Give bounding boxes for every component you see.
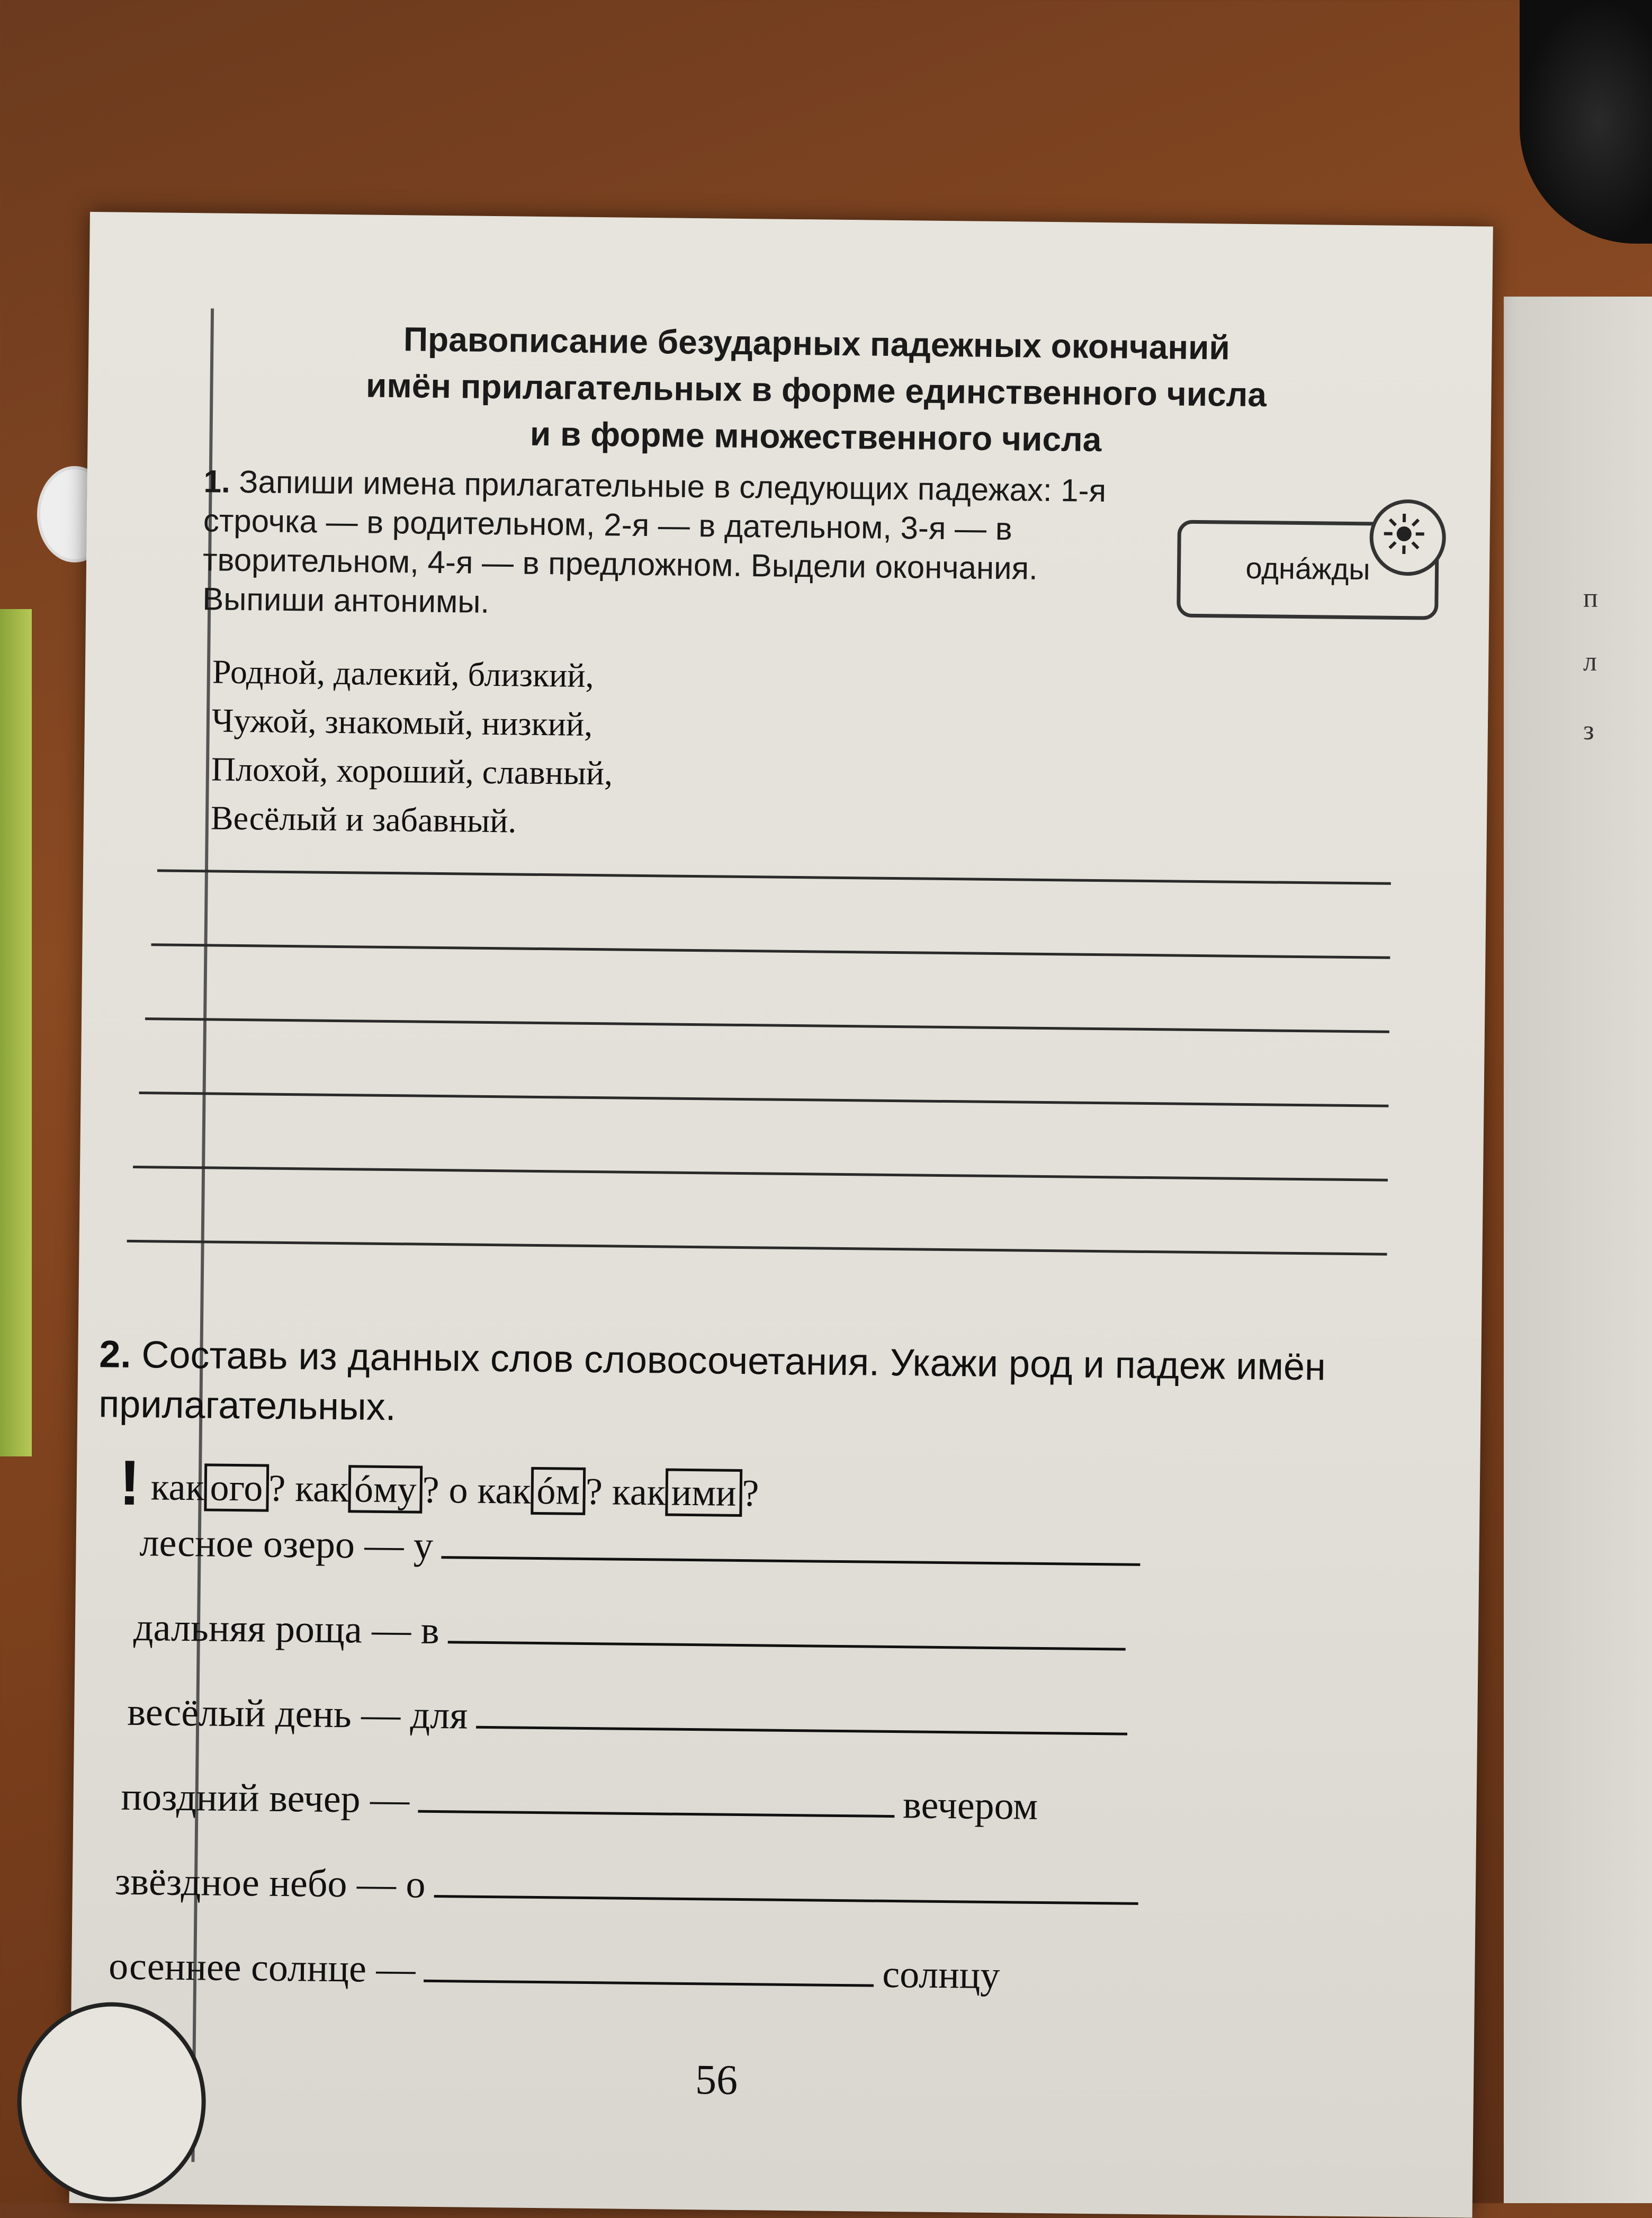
- title-line: Правописание безударных падежных окончаний: [221, 314, 1413, 373]
- phrase-suffix: вечером: [903, 1783, 1038, 1828]
- title-line: и в форме множественного числа: [220, 407, 1412, 467]
- task-text: Составь из данных слов словосочетания. Укажи род и падеж имён прилагательных.: [98, 1334, 1326, 1428]
- phrase-suffix: солнцу: [882, 1953, 1000, 1997]
- fill-blank[interactable]: [418, 1778, 895, 1818]
- answer-line[interactable]: [127, 1240, 1387, 1256]
- answer-line[interactable]: [157, 869, 1391, 884]
- mascot-icon: [16, 2001, 207, 2203]
- phrase-text: весёлый день — для: [127, 1691, 468, 1738]
- task-number: 2.: [99, 1333, 131, 1376]
- poem-line: Плохой, хороший, славный,: [211, 745, 1059, 802]
- question-stem: как: [150, 1465, 204, 1508]
- green-book-spine: [0, 609, 32, 1456]
- task-1-instructions: [202, 462, 1157, 629]
- ending-box: ого: [204, 1463, 269, 1512]
- fill-blank[interactable]: [476, 1694, 1128, 1736]
- phrase-text: осеннее солнце —: [109, 1945, 416, 1991]
- poem-line: Родной, далекий, близкий,: [212, 647, 1060, 705]
- question-stem: как: [612, 1470, 666, 1513]
- phrase-row: [133, 1605, 1135, 1661]
- answer-line[interactable]: [151, 943, 1390, 959]
- bottle-cap: [1520, 0, 1652, 244]
- phrase-text: дальняя роща — в: [133, 1606, 440, 1652]
- answer-line[interactable]: [133, 1166, 1388, 1182]
- question-mark: ?: [586, 1470, 603, 1513]
- poem-line: Чужой, знакомый, низкий,: [211, 696, 1059, 754]
- task-number: 1.: [203, 463, 230, 499]
- ending-box: óму: [348, 1465, 423, 1513]
- hint-word: однáжды: [1181, 550, 1435, 587]
- question-mark: ?: [742, 1472, 759, 1514]
- answer-line[interactable]: [145, 1017, 1389, 1033]
- question-mark: ?: [422, 1469, 439, 1511]
- phrase-row: [109, 1944, 1000, 1999]
- fill-blank[interactable]: [424, 1948, 874, 1987]
- exclamation-icon: !: [119, 1447, 140, 1518]
- edge-letter: п: [1583, 583, 1598, 614]
- poem: [211, 647, 1060, 851]
- question-stem: как: [295, 1467, 349, 1510]
- question-mark: ?: [268, 1467, 286, 1509]
- next-page-edge: [1504, 297, 1652, 2203]
- phrase-row: [127, 1690, 1136, 1746]
- phrase-text: лесное озеро — у: [139, 1521, 433, 1568]
- fill-blank[interactable]: [434, 1863, 1138, 1905]
- task-text: Запиши имена прилагательные в следующих падежах: 1-я строчка — в родительном, 2-я — в дательном, 3-я — в творительном, 4-я — в предложном. Выдели окончания. Выпиши антонимы.: [202, 464, 1106, 620]
- edge-letter: з: [1583, 715, 1594, 746]
- phrase-row: [115, 1859, 1147, 1915]
- edge-letter: л: [1583, 646, 1597, 677]
- phrase-text: поздний вечер —: [121, 1775, 409, 1822]
- ending-box: ими: [665, 1469, 742, 1517]
- title-line: имён прилагательных в форме единственного числа: [220, 361, 1412, 420]
- ending-box: óм: [531, 1467, 586, 1515]
- vocabulary-hint-box: [1177, 520, 1439, 620]
- phrase-row: [139, 1521, 1149, 1576]
- case-questions-row: [119, 1446, 1178, 1531]
- workbook-page: [69, 212, 1493, 2218]
- fill-blank[interactable]: [447, 1609, 1126, 1650]
- page-title: [220, 314, 1413, 467]
- page-number: 56: [695, 2056, 738, 2105]
- fill-blank[interactable]: [442, 1524, 1141, 1566]
- phrase-text: звёздное небо — о: [115, 1860, 426, 1907]
- task-2-instructions: [98, 1329, 1466, 1443]
- phrase-row: [121, 1775, 1038, 1829]
- poem-line: Весёлый и забавный.: [211, 793, 1058, 851]
- answer-line[interactable]: [139, 1092, 1389, 1107]
- question-stem: о как: [448, 1469, 531, 1512]
